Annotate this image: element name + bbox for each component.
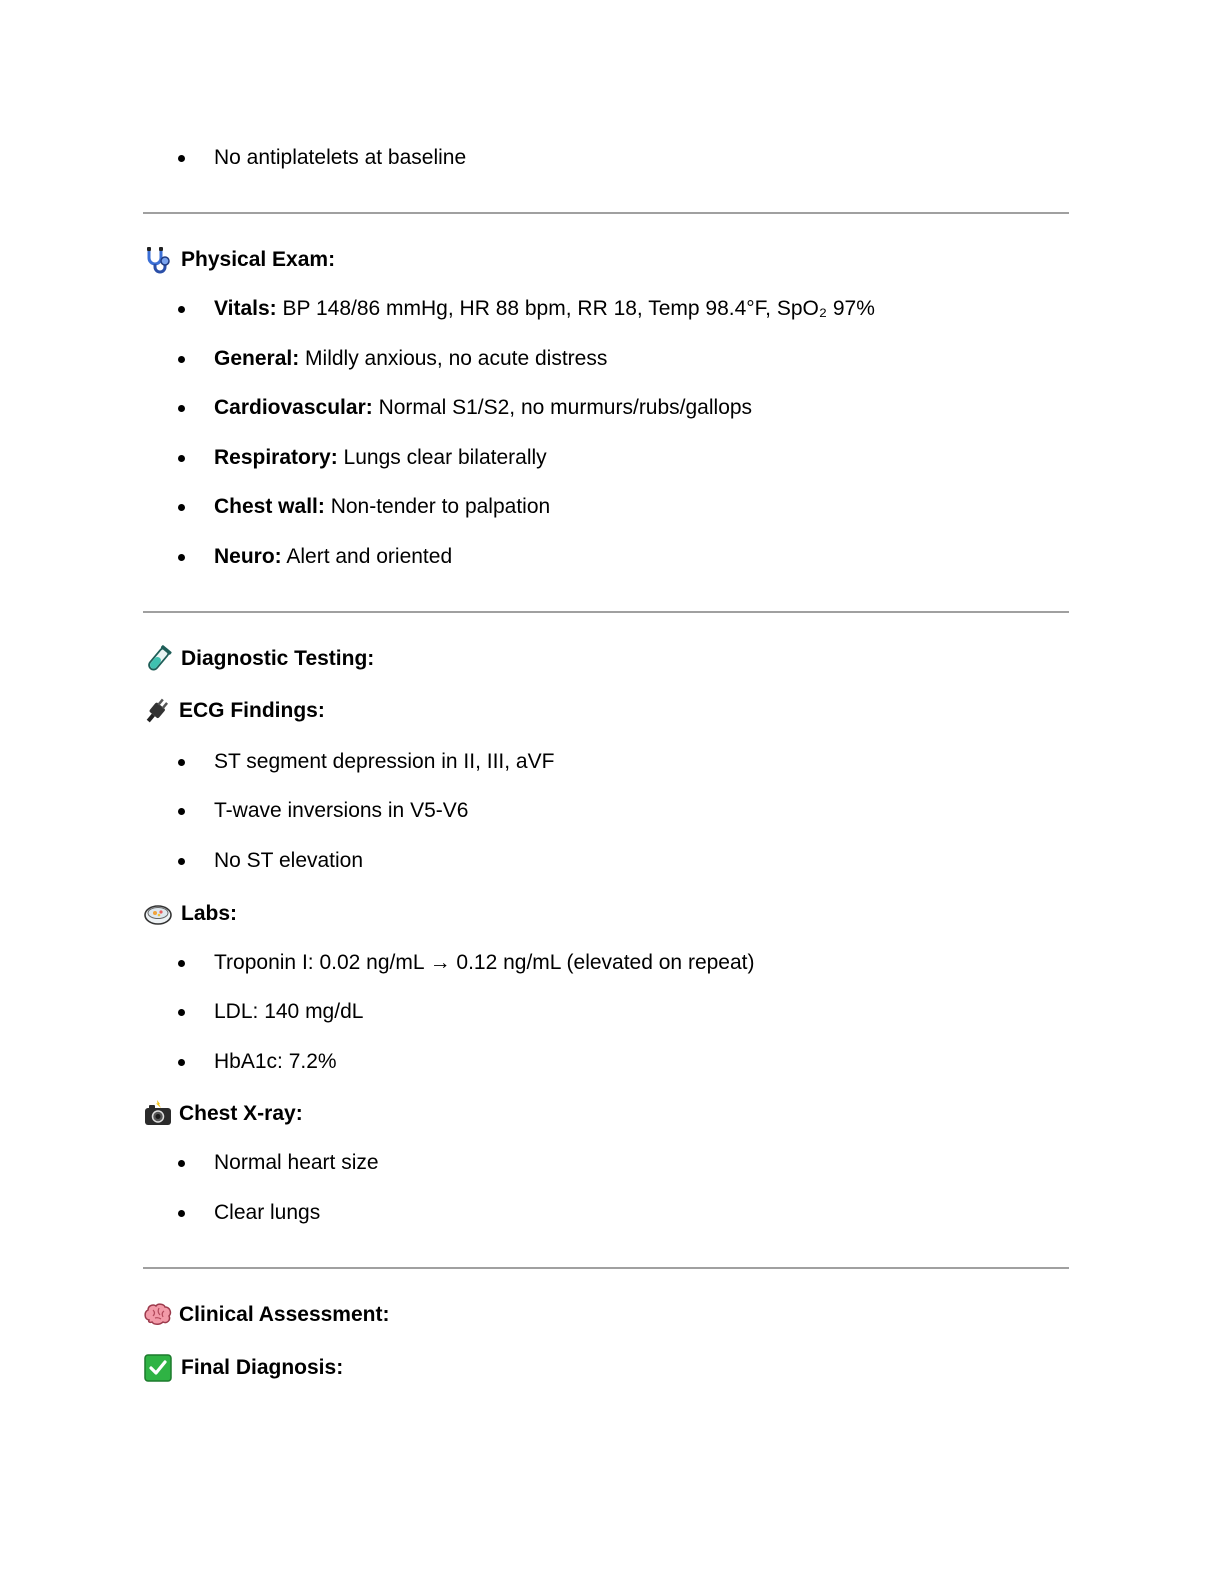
list-item-text: LDL: 140 mg/dL <box>214 1000 364 1023</box>
item-label: Chest wall: <box>214 495 325 518</box>
bullet-icon <box>178 1009 185 1016</box>
subsection-title: Labs: <box>181 902 238 925</box>
section-divider <box>143 212 1069 214</box>
section-divider <box>143 1267 1069 1269</box>
item-label: Respiratory: <box>214 446 338 469</box>
check-mark-button-icon <box>143 1354 173 1382</box>
bullet-icon <box>178 1059 185 1066</box>
bullet-icon <box>178 1160 185 1167</box>
brain-icon <box>143 1301 173 1329</box>
item-label: Cardiovascular: <box>214 396 373 419</box>
item-value: Alert and oriented <box>281 545 453 568</box>
item-label: General: <box>214 347 300 370</box>
subsection-title: ECG Findings: <box>179 699 325 722</box>
bullet-icon <box>178 405 185 412</box>
bullet-icon <box>178 1210 185 1217</box>
bullet-icon <box>178 356 185 363</box>
bullet-icon <box>178 306 185 313</box>
item-value: Mildly anxious, no acute distress <box>299 347 608 370</box>
item-value: Normal S1/S2, no murmurs/rubs/gallops <box>372 396 753 419</box>
list-item-text: HbA1c: 7.2% <box>214 1050 337 1073</box>
subsection-title: Chest X-ray: <box>179 1102 303 1125</box>
item-label: Vitals: <box>214 297 277 320</box>
bullet-icon <box>178 960 185 967</box>
petri-dish-icon <box>143 900 173 928</box>
item-value: Lungs clear bilaterally <box>337 446 547 469</box>
bullet-icon <box>178 858 185 865</box>
bullet-icon <box>178 455 185 462</box>
section-title: Diagnostic Testing: <box>181 647 375 670</box>
test-tube-icon <box>143 645 173 673</box>
bullet-icon <box>178 554 185 561</box>
section-divider <box>143 611 1069 613</box>
bullet-icon <box>178 504 185 511</box>
electric-plug-icon <box>143 697 173 725</box>
section-title: Final Diagnosis: <box>181 1356 344 1379</box>
list-item-text: Clear lungs <box>214 1201 321 1224</box>
camera-flash-icon <box>143 1100 173 1128</box>
bullet-icon <box>178 759 185 766</box>
bullet-icon <box>178 808 185 815</box>
list-item-text: No ST elevation <box>214 849 364 872</box>
stethoscope-icon <box>143 246 173 274</box>
item-value: BP 148/86 mmHg, HR 88 bpm, RR 18, Temp 98.4°F, SpO₂ 97% <box>276 297 875 320</box>
list-item-text: Normal heart size <box>214 1151 379 1174</box>
list-item-text: Troponin I: 0.02 ng/mL → 0.12 ng/mL (elevated on repeat) <box>214 951 755 974</box>
bullet-icon <box>178 155 185 162</box>
list-item-text: ST segment depression in II, III, aVF <box>214 750 555 773</box>
list-item-text: No antiplatelets at baseline <box>214 146 467 169</box>
item-label: Neuro: <box>214 545 282 568</box>
section-title: Physical Exam: <box>181 248 336 271</box>
item-value: Non-tender to palpation <box>324 495 551 518</box>
section-title: Clinical Assessment: <box>179 1303 390 1326</box>
list-item-text: T-wave inversions in V5-V6 <box>214 799 469 822</box>
